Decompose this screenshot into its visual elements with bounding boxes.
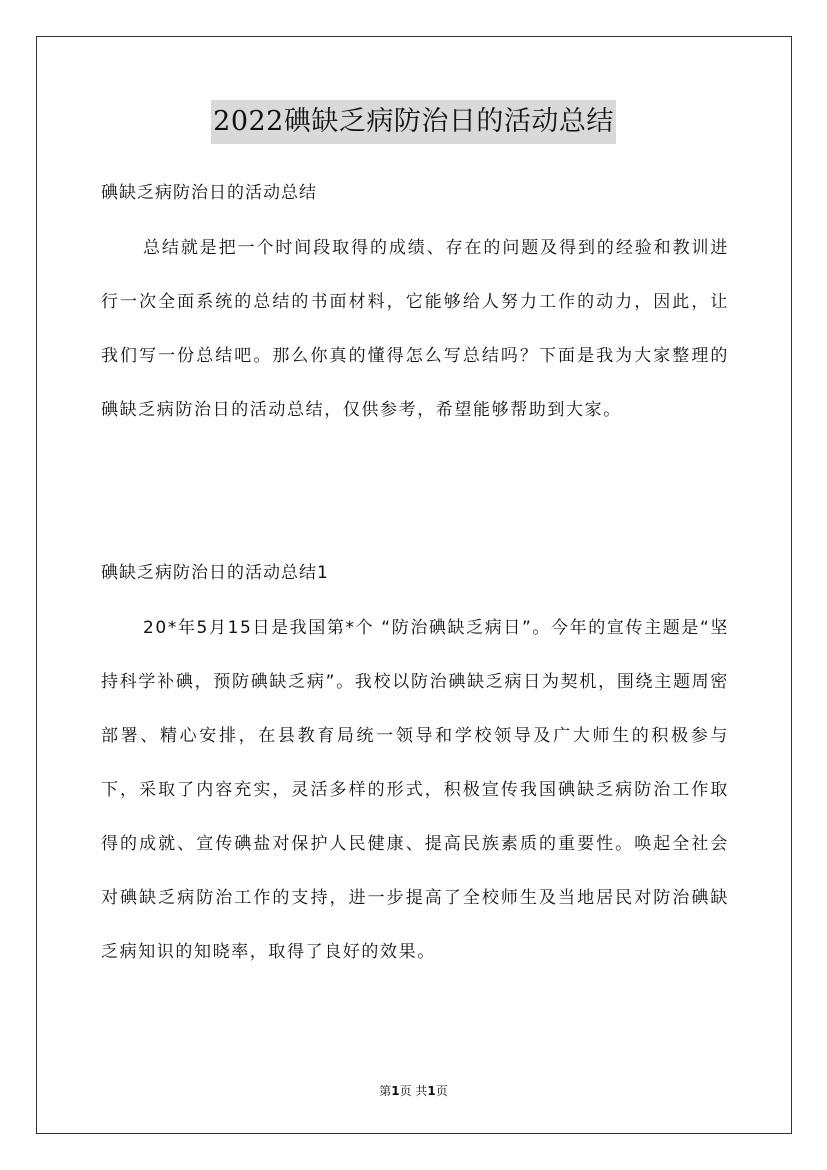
footer-page-prefix: 第 [379,1084,392,1098]
page-footer [0,1082,827,1099]
section1-paragraph: 20*年5月15日是我国第*个 “防治碘缺乏病日”。今年的宣传主题是“坚持科学补碘，预防碘缺乏病”。我校以防治碘缺乏病日为契机，围绕主题周密部署、精心安排，在县教育局统一领导和学校领导及广大师生的积极参与下，采取了内容充实，灵活多样的形式，积极宣传我国碘缺乏病防治工作取得的成就、宣传碘盐对保护人民健康、提高民族素质的重要性。唤起全社会对碘缺乏病防治工作的支持，进一步提高了全校师生及当地居民对防治碘缺乏病知识的知晓率，取得了良好的效果。 [101,618,729,962]
title-container [0,100,827,144]
intro-paragraph: 总结就是把一个时间段取得的成绩、存在的问题及得到的经验和教训进行一次全面系统的总结的书面材料，它能够给人努力工作的动力，因此，让我们写一份总结吧。那么你真的懂得怎么写总结吗？下面是我为大家整理的碘缺乏病防治日的活动总结，仅供参考，希望能够帮助到大家。 [101,238,729,420]
document-title: 2022碘缺乏病防治日的活动总结 [211,100,616,144]
footer-page-suffix: 页 [435,1084,448,1098]
footer-page-mid: 页 共 [399,1084,428,1098]
footer-page-total: 1 [427,1084,436,1098]
footer-page-current: 1 [391,1084,400,1098]
section1-heading: 碘缺乏病防治日的活动总结1 [101,563,329,583]
intro-heading: 碘缺乏病防治日的活动总结 [101,183,317,203]
